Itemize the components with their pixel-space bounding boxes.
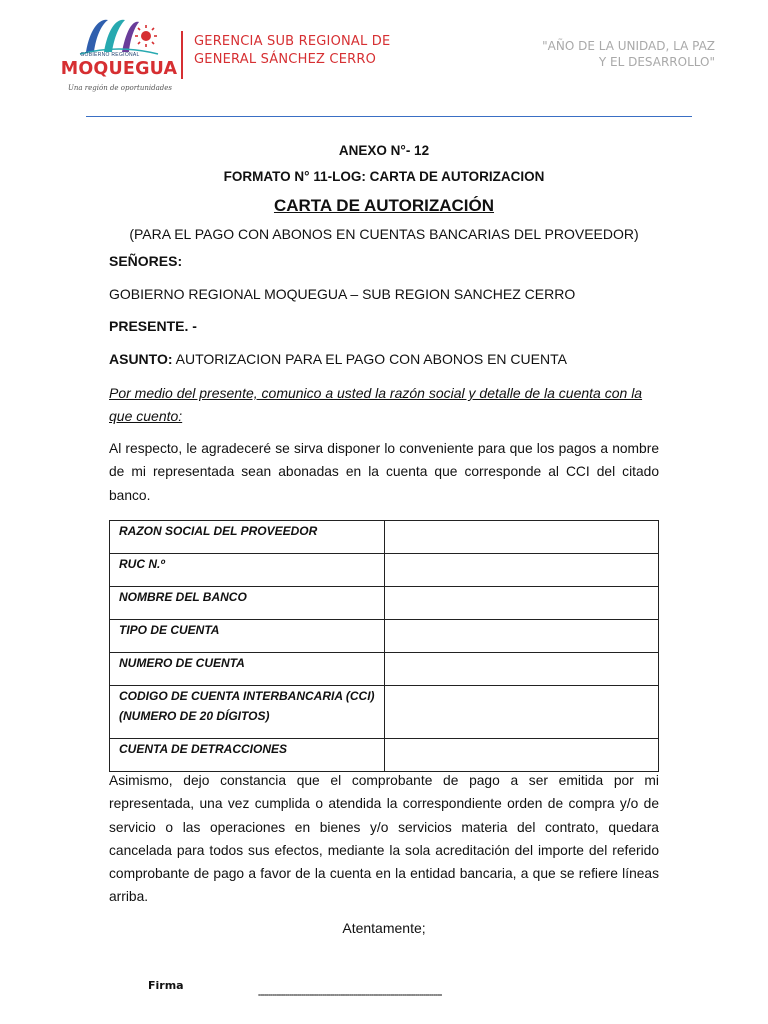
asunto-label: ASUNTO: xyxy=(109,351,173,367)
table-row xyxy=(110,587,659,620)
table-row xyxy=(110,620,659,653)
office-line-2: GENERAL SÁNCHEZ CERRO xyxy=(194,52,377,67)
formato-title: FORMATO N° 11-LOG: CARTA DE AUTORIZACION xyxy=(223,169,545,184)
table-row xyxy=(110,521,659,554)
asunto-text: AUTORIZACION PARA EL PAGO CON ABONOS EN CUENTA xyxy=(172,351,567,367)
paragraph-2: Asimismo, dejo constancia que el comprobante de pago a ser emitida por mi representada, una vez cumplida o atendida la correspondiente orden de compra y/o de servicio o las operaciones en bienes y/o servicios materia del contrato, quedara cancelada para todos sus efectos, mediante la sola acreditación del importe del referido comprobante de pago a favor de la cuenta en la entidad bancaria, a que se refiere líneas arriba. xyxy=(109,773,659,905)
detracciones-label: CUENTA DE DETRACCIONES xyxy=(110,739,385,772)
table-row xyxy=(110,739,659,772)
cci-field[interactable] xyxy=(385,686,659,739)
ruc-label: RUC N.º xyxy=(110,554,385,587)
razon-social-label: RAZON SOCIAL DEL PROVEEDOR xyxy=(110,521,385,554)
razon-social-field[interactable] xyxy=(385,521,659,554)
signature-line[interactable]: ----------------------------------------------------------------------------------------- xyxy=(258,990,442,999)
numero-cuenta-label: NUMERO DE CUENTA xyxy=(110,653,385,686)
table-row xyxy=(110,653,659,686)
office-name xyxy=(194,33,424,69)
anexo-title: ANEXO N°- 12 xyxy=(338,143,430,158)
ruc-field[interactable] xyxy=(385,554,659,587)
senores-label: SEÑORES: xyxy=(109,253,183,269)
logo-small-text: GOBIERNO REGIONAL xyxy=(80,52,140,58)
logo-name: MOQUEGUA xyxy=(60,59,178,79)
logo-tagline: Una región de oportunidades xyxy=(67,84,172,92)
main-title: CARTA DE AUTORIZACIÓN xyxy=(273,196,495,215)
detracciones-field[interactable] xyxy=(385,739,659,772)
presente-label: PRESENTE. - xyxy=(109,318,197,334)
header-divider xyxy=(181,31,183,79)
addressee: GOBIERNO REGIONAL MOQUEGUA – SUB REGION SANCHEZ CERRO xyxy=(109,286,576,302)
tipo-cuenta-label: TIPO DE CUENTA xyxy=(110,620,385,653)
banco-label: NOMBRE DEL BANCO xyxy=(110,587,385,620)
asunto-line xyxy=(109,351,659,367)
motto-line-1: "AÑO DE LA UNIDAD, LA PAZ xyxy=(542,39,715,53)
banco-field[interactable] xyxy=(385,587,659,620)
firma-label: Firma xyxy=(148,979,184,992)
table-row xyxy=(110,554,659,587)
year-motto xyxy=(470,38,715,70)
motto-line-2: Y EL DESARROLLO" xyxy=(598,55,715,69)
intro-statement: Por medio del presente, comunico a usted la razón social y detalle de la cuenta con la que cuento: xyxy=(109,385,643,424)
cci-label: CODIGO DE CUENTA INTERBANCARIA (CCI) (NUMERO DE 20 DÍGITOS) xyxy=(110,686,385,739)
paragraph-1: Al respecto, le agradeceré se sirva disponer lo conveniente para que los pagos a nombre de mi representada sean abonadas en la cuenta que corresponde al CCI del citado banco. xyxy=(109,441,659,503)
closing: Atentamente; xyxy=(342,920,426,936)
subtitle: (PARA EL PAGO CON ABONOS EN CUENTAS BANCARIAS DEL PROVEEDOR) xyxy=(129,226,639,242)
numero-cuenta-field[interactable] xyxy=(385,653,659,686)
tipo-cuenta-field[interactable] xyxy=(385,620,659,653)
table-row xyxy=(110,686,659,739)
header-rule xyxy=(86,116,692,117)
bank-info-table xyxy=(109,520,659,772)
moquegua-logo xyxy=(60,14,178,98)
office-line-1: GERENCIA SUB REGIONAL DE xyxy=(194,34,391,49)
